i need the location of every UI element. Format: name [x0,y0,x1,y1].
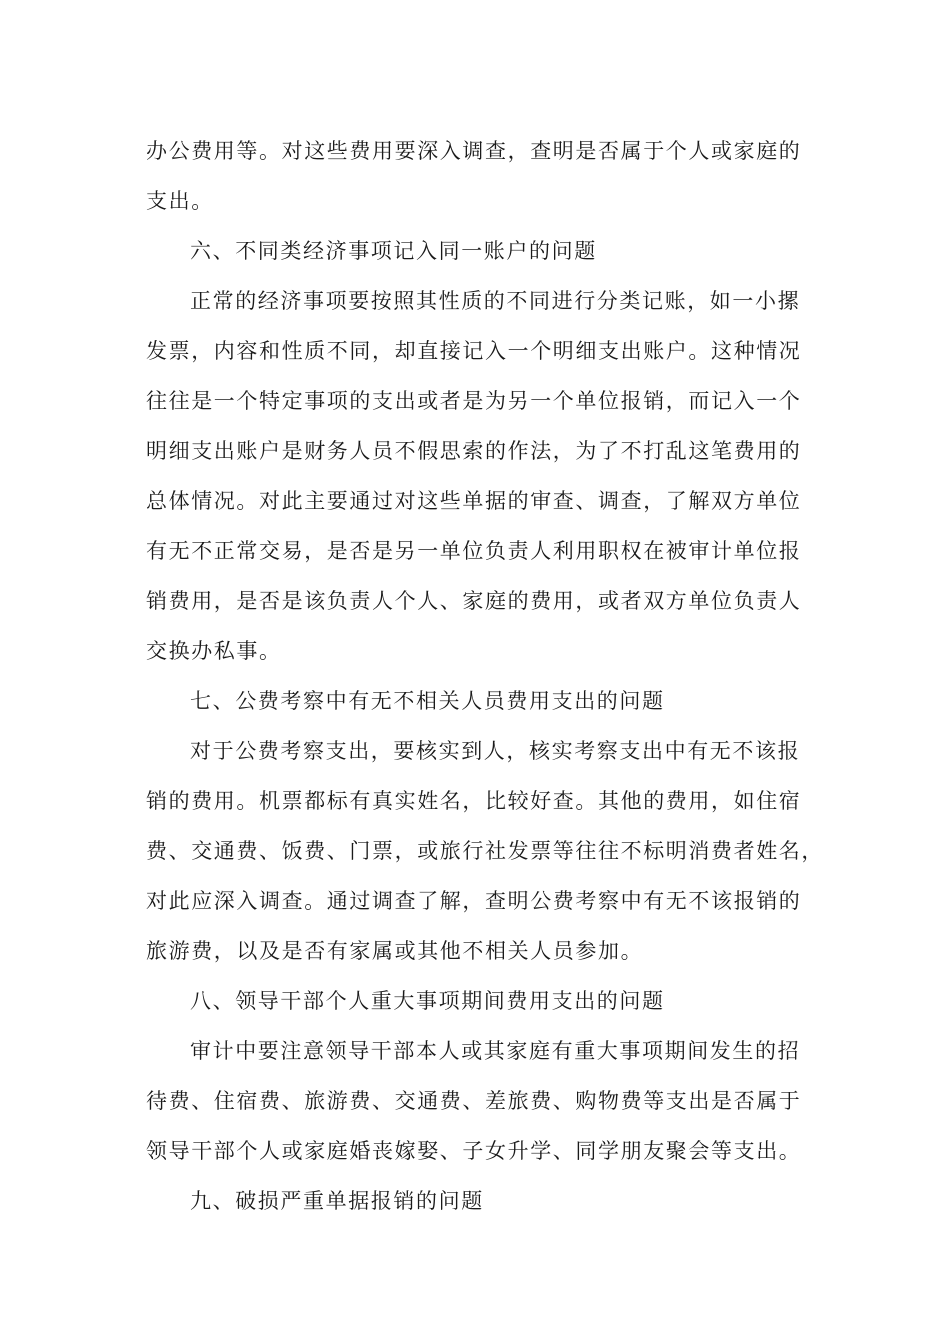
text-line: 正常的经济事项要按照其性质的不同进行分类记账，如一小摞 [190,289,801,313]
text-line: 对此应深入调查。通过调查了解，查明公费考察中有无不该报销的 [146,889,802,913]
text-line: 旅游费，以及是否有家属或其他不相关人员参加。 [146,939,644,963]
text-line: 销的费用。机票都标有真实姓名，比较好查。其他的费用，如住宿 [146,789,802,813]
section-heading-9: 九、破损严重单据报销的问题 [190,1189,484,1213]
text-line: 待费、住宿费、旅游费、交通费、差旅费、购物费等支出是否属于 [146,1089,802,1113]
text-line: 总体情况。对此主要通过对这些单据的审查、调查，了解双方单位 [146,489,802,513]
text-line: 费、交通费、饭费、门票，或旅行社发票等往往不标明消费者姓名， [146,839,824,863]
section-heading-7: 七、公费考察中有无不相关人员费用支出的问题 [190,689,665,713]
text-line: 明细支出账户是财务人员不假思索的作法，为了不打乱这笔费用的 [146,439,802,463]
text-line: 有无不正常交易，是否是另一单位负责人利用职权在被审计单位报 [146,539,802,563]
text-line: 对于公费考察支出，要核实到人，核实考察支出中有无不该报 [190,739,801,763]
section-heading-6: 六、不同类经济事项记入同一账户的问题 [190,239,597,263]
text-line: 往往是一个特定事项的支出或者是为另一个单位报销，而记入一个 [146,389,802,413]
text-line: 销费用，是否是该负责人个人、家庭的费用，或者双方单位负责人 [146,589,802,613]
text-line: 领导干部个人或家庭婚丧嫁娶、子女升学、同学朋友聚会等支出。 [146,1139,802,1163]
text-line: 办公费用等。对这些费用要深入调查，查明是否属于个人或家庭的 [146,139,802,163]
text-line: 审计中要注意领导干部本人或其家庭有重大事项期间发生的招 [190,1039,801,1063]
text-line: 支出。 [146,189,214,213]
text-line: 发票，内容和性质不同，却直接记入一个明细支出账户。这种情况 [146,339,802,363]
text-line: 交换办私事。 [146,639,282,663]
section-heading-8: 八、领导干部个人重大事项期间费用支出的问题 [190,989,665,1013]
